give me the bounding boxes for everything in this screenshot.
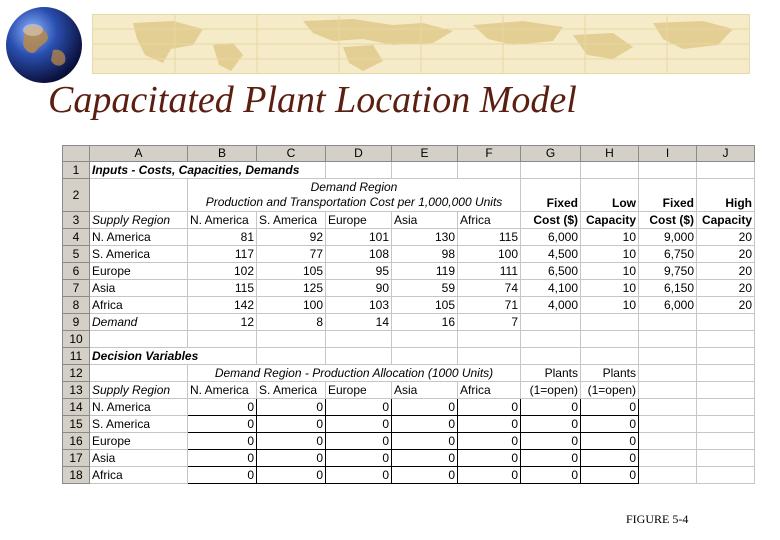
cell[interactable] (90, 179, 188, 212)
cell[interactable]: Africa (458, 212, 521, 229)
cell[interactable] (392, 348, 458, 365)
column-header-e[interactable]: E (392, 146, 458, 162)
decision-cell[interactable]: 0 (581, 450, 639, 467)
cell[interactable]: 59 (392, 280, 458, 297)
decision-cell[interactable]: 0 (257, 467, 326, 484)
column-header-g[interactable]: G (521, 146, 581, 162)
cell[interactable] (639, 450, 697, 467)
cell[interactable]: 111 (458, 263, 521, 280)
cell[interactable]: 71 (458, 297, 521, 314)
cell[interactable] (521, 314, 581, 331)
row-header[interactable]: 2 (63, 179, 90, 212)
section-heading-decision-variables[interactable]: Decision Variables (90, 348, 257, 365)
cell[interactable] (697, 433, 755, 450)
cell[interactable]: Capacity (697, 212, 755, 229)
cell[interactable] (697, 162, 755, 179)
demand-region-header[interactable] (188, 179, 521, 212)
cell[interactable] (697, 314, 755, 331)
decision-cell[interactable]: 0 (458, 450, 521, 467)
decision-cell[interactable]: 0 (188, 467, 257, 484)
world-map-banner (92, 14, 750, 74)
cell[interactable] (581, 162, 639, 179)
decision-cell[interactable]: 0 (326, 467, 392, 484)
decision-cell[interactable]: 0 (257, 450, 326, 467)
cell[interactable] (581, 331, 639, 348)
cell[interactable]: Cost ($) (521, 212, 581, 229)
figure-caption: FIGURE 5-4 (626, 512, 689, 526)
cell[interactable]: S. America (90, 416, 188, 433)
cell[interactable]: 6,000 (639, 297, 697, 314)
cell[interactable]: Asia (392, 212, 458, 229)
row-header[interactable]: 8 (63, 297, 90, 314)
cell[interactable]: 20 (697, 263, 755, 280)
cell[interactable] (521, 331, 581, 348)
cell[interactable]: 130 (392, 229, 458, 246)
decision-cell[interactable]: 0 (188, 450, 257, 467)
cell[interactable] (326, 348, 392, 365)
cell[interactable]: 81 (188, 229, 257, 246)
row-header[interactable]: 7 (63, 280, 90, 297)
cell[interactable] (697, 348, 755, 365)
cell[interactable]: 90 (326, 280, 392, 297)
cell[interactable]: 115 (458, 229, 521, 246)
row-header[interactable]: 12 (63, 365, 90, 382)
high-capacity-header[interactable]: High (697, 179, 755, 212)
cell[interactable]: 20 (697, 280, 755, 297)
decision-cell[interactable]: 0 (581, 467, 639, 484)
cell[interactable]: 10 (581, 297, 639, 314)
decision-cell[interactable]: 0 (458, 467, 521, 484)
cell[interactable] (639, 399, 697, 416)
cell[interactable]: Cost ($) (639, 212, 697, 229)
column-header-d[interactable]: D (326, 146, 392, 162)
cell[interactable] (639, 382, 697, 399)
cell[interactable] (458, 348, 521, 365)
decision-cell[interactable]: 0 (188, 416, 257, 433)
cell[interactable] (326, 331, 392, 348)
sheet-row-17 (63, 450, 755, 467)
cell[interactable]: N. America (90, 229, 188, 246)
row-header[interactable]: 9 (63, 314, 90, 331)
column-header-i[interactable]: I (639, 146, 697, 162)
decision-cell[interactable]: 0 (326, 416, 392, 433)
cell[interactable]: 105 (392, 297, 458, 314)
sheet-row-2 (63, 179, 755, 212)
sheet-row-6 (63, 263, 755, 280)
cell[interactable]: Asia (392, 382, 458, 399)
cell[interactable]: 95 (326, 263, 392, 280)
spreadsheet (62, 145, 755, 484)
cell[interactable]: 92 (257, 229, 326, 246)
cell[interactable]: N. America (90, 399, 188, 416)
sheet-row-9 (63, 314, 755, 331)
demand-region-label: Demand Region (310, 180, 398, 194)
decision-cell[interactable]: 0 (392, 467, 458, 484)
fixed-cost-high-header[interactable]: Fixed (639, 179, 697, 212)
cell[interactable]: Europe (90, 263, 188, 280)
cell[interactable]: 108 (326, 246, 392, 263)
supply-region-header[interactable]: Supply Region (90, 382, 188, 399)
cell[interactable]: S. America (90, 246, 188, 263)
row-header[interactable]: 10 (63, 331, 90, 348)
cell[interactable]: 9,000 (639, 229, 697, 246)
cell[interactable]: 100 (257, 297, 326, 314)
cell[interactable] (90, 331, 188, 348)
decision-cell[interactable]: 0 (326, 399, 392, 416)
cell[interactable]: 98 (392, 246, 458, 263)
cell[interactable] (697, 467, 755, 484)
sheet-row-18 (63, 467, 755, 484)
row-header[interactable]: 13 (63, 382, 90, 399)
column-header-c[interactable]: C (257, 146, 326, 162)
cell[interactable]: 10 (581, 246, 639, 263)
low-capacity-header[interactable]: Low (581, 179, 639, 212)
cell[interactable] (697, 382, 755, 399)
cell[interactable]: 14 (326, 314, 392, 331)
decision-cell[interactable]: 0 (458, 433, 521, 450)
cell[interactable]: 8 (257, 314, 326, 331)
allocation-header[interactable]: Demand Region - Production Allocation (1000 Units) (188, 365, 521, 382)
cell[interactable] (639, 331, 697, 348)
cell[interactable]: Africa (90, 467, 188, 484)
cell[interactable]: 10 (581, 263, 639, 280)
cell[interactable]: 117 (188, 246, 257, 263)
sheet-row-14 (63, 399, 755, 416)
cell[interactable]: 7 (458, 314, 521, 331)
cell[interactable]: 125 (257, 280, 326, 297)
supply-region-header[interactable]: Supply Region (90, 212, 188, 229)
decision-cell[interactable]: 0 (581, 416, 639, 433)
sheet-row-15 (63, 416, 755, 433)
cell[interactable]: N. America (188, 212, 257, 229)
cell[interactable] (697, 331, 755, 348)
row-header[interactable]: 16 (63, 433, 90, 450)
decision-cell[interactable]: 0 (521, 399, 581, 416)
cell[interactable] (639, 433, 697, 450)
decision-cell[interactable]: 0 (392, 433, 458, 450)
cell[interactable]: 20 (697, 229, 755, 246)
plants-header[interactable]: Plants (581, 365, 639, 382)
cell[interactable]: 6,500 (521, 263, 581, 280)
cell[interactable]: N. America (188, 382, 257, 399)
cell[interactable]: 16 (392, 314, 458, 331)
decision-cell[interactable]: 0 (257, 433, 326, 450)
column-header-b[interactable]: B (188, 146, 257, 162)
cell[interactable]: Asia (90, 280, 188, 297)
cell[interactable] (639, 162, 697, 179)
sheet-row-10 (63, 331, 755, 348)
cell[interactable]: 4,100 (521, 280, 581, 297)
cell[interactable]: 77 (257, 246, 326, 263)
column-header-row (63, 146, 755, 162)
cell[interactable]: Asia (90, 450, 188, 467)
cell[interactable]: Europe (90, 433, 188, 450)
cell[interactable]: 105 (257, 263, 326, 280)
row-header[interactable]: 11 (63, 348, 90, 365)
cell[interactable]: 4,500 (521, 246, 581, 263)
cell[interactable] (639, 467, 697, 484)
cell[interactable]: 6,150 (639, 280, 697, 297)
decision-cell[interactable]: 0 (326, 433, 392, 450)
sheet-row-7 (63, 280, 755, 297)
cell[interactable] (697, 365, 755, 382)
cell[interactable]: Capacity (581, 212, 639, 229)
sheet-row-13 (63, 382, 755, 399)
cell[interactable]: 6,000 (521, 229, 581, 246)
fixed-cost-header[interactable]: Fixed (521, 179, 581, 212)
decision-cell[interactable]: 0 (458, 399, 521, 416)
cell[interactable]: Europe (326, 382, 392, 399)
demand-label[interactable]: Demand (90, 314, 188, 331)
decision-cell[interactable]: 0 (521, 433, 581, 450)
sheet-row-4 (63, 229, 755, 246)
cell[interactable]: (1=open) (581, 382, 639, 399)
cell[interactable] (639, 314, 697, 331)
decision-cell[interactable]: 0 (392, 450, 458, 467)
cell[interactable]: 12 (188, 314, 257, 331)
cell[interactable]: 101 (326, 229, 392, 246)
cell[interactable] (639, 348, 697, 365)
cell[interactable]: 20 (697, 246, 755, 263)
sheet-row-3 (63, 212, 755, 229)
cell[interactable]: 74 (458, 280, 521, 297)
cell[interactable]: 10 (581, 280, 639, 297)
cell[interactable] (392, 162, 458, 179)
decision-cell[interactable]: 0 (581, 433, 639, 450)
decision-cell[interactable]: 0 (392, 399, 458, 416)
decision-cell[interactable]: 0 (188, 433, 257, 450)
cell[interactable] (257, 331, 326, 348)
row-header[interactable]: 1 (63, 162, 90, 179)
decision-cell[interactable]: 0 (458, 416, 521, 433)
cell[interactable]: Africa (458, 382, 521, 399)
decision-cell[interactable]: 0 (257, 416, 326, 433)
sheet-row-8 (63, 297, 755, 314)
sheet-row-11 (63, 348, 755, 365)
cell[interactable]: 102 (188, 263, 257, 280)
sheet-row-5 (63, 246, 755, 263)
select-all-corner[interactable] (63, 146, 90, 162)
cell[interactable] (458, 162, 521, 179)
cell[interactable] (458, 331, 521, 348)
sheet-row-12 (63, 365, 755, 382)
cell[interactable]: (1=open) (521, 382, 581, 399)
sheet-row-16 (63, 433, 755, 450)
cell[interactable]: 20 (697, 297, 755, 314)
cost-note-label: Production and Transportation Cost per 1,000,000 Units (205, 195, 503, 209)
cell[interactable]: S. America (257, 212, 326, 229)
cell[interactable] (697, 416, 755, 433)
cell[interactable]: 115 (188, 280, 257, 297)
row-header[interactable]: 6 (63, 263, 90, 280)
cell[interactable]: 4,000 (521, 297, 581, 314)
column-header-h[interactable]: H (581, 146, 639, 162)
cell[interactable] (521, 162, 581, 179)
cell[interactable]: 9,750 (639, 263, 697, 280)
decision-cell[interactable]: 0 (521, 467, 581, 484)
cell[interactable] (326, 162, 392, 179)
decision-cell[interactable]: 0 (581, 399, 639, 416)
decision-cell[interactable]: 0 (257, 399, 326, 416)
slide-title: Capacitated Plant Location Model (48, 79, 577, 121)
decision-cell[interactable]: 0 (188, 399, 257, 416)
cell[interactable]: 10 (581, 229, 639, 246)
decision-cell[interactable]: 0 (521, 450, 581, 467)
cell[interactable] (639, 416, 697, 433)
cell[interactable]: 100 (458, 246, 521, 263)
row-header[interactable]: 14 (63, 399, 90, 416)
column-header-f[interactable]: F (458, 146, 521, 162)
decision-cell[interactable]: 0 (326, 450, 392, 467)
row-header[interactable]: 4 (63, 229, 90, 246)
row-header[interactable]: 17 (63, 450, 90, 467)
cell[interactable] (697, 450, 755, 467)
row-header[interactable]: 3 (63, 212, 90, 229)
cell[interactable]: Africa (90, 297, 188, 314)
cell[interactable]: 103 (326, 297, 392, 314)
cell[interactable] (639, 365, 697, 382)
cell[interactable]: 6,750 (639, 246, 697, 263)
column-header-a[interactable]: A (90, 146, 188, 162)
row-header[interactable]: 15 (63, 416, 90, 433)
sheet-row-1 (63, 162, 755, 179)
cell[interactable] (392, 331, 458, 348)
cell[interactable]: 142 (188, 297, 257, 314)
section-heading-inputs[interactable]: Inputs - Costs, Capacities, Demands (90, 162, 326, 179)
cell[interactable] (581, 348, 639, 365)
cell[interactable] (521, 348, 581, 365)
row-header[interactable]: 18 (63, 467, 90, 484)
cell[interactable] (90, 365, 188, 382)
decision-cell[interactable]: 0 (521, 416, 581, 433)
row-header[interactable]: 5 (63, 246, 90, 263)
globe-icon (3, 4, 85, 86)
cell[interactable] (188, 331, 257, 348)
cell[interactable]: S. America (257, 382, 326, 399)
cell[interactable]: 119 (392, 263, 458, 280)
cell[interactable]: Europe (326, 212, 392, 229)
plants-header[interactable]: Plants (521, 365, 581, 382)
cell[interactable] (581, 314, 639, 331)
cell[interactable] (697, 399, 755, 416)
decision-cell[interactable]: 0 (392, 416, 458, 433)
column-header-j[interactable]: J (697, 146, 755, 162)
cell[interactable] (257, 348, 326, 365)
